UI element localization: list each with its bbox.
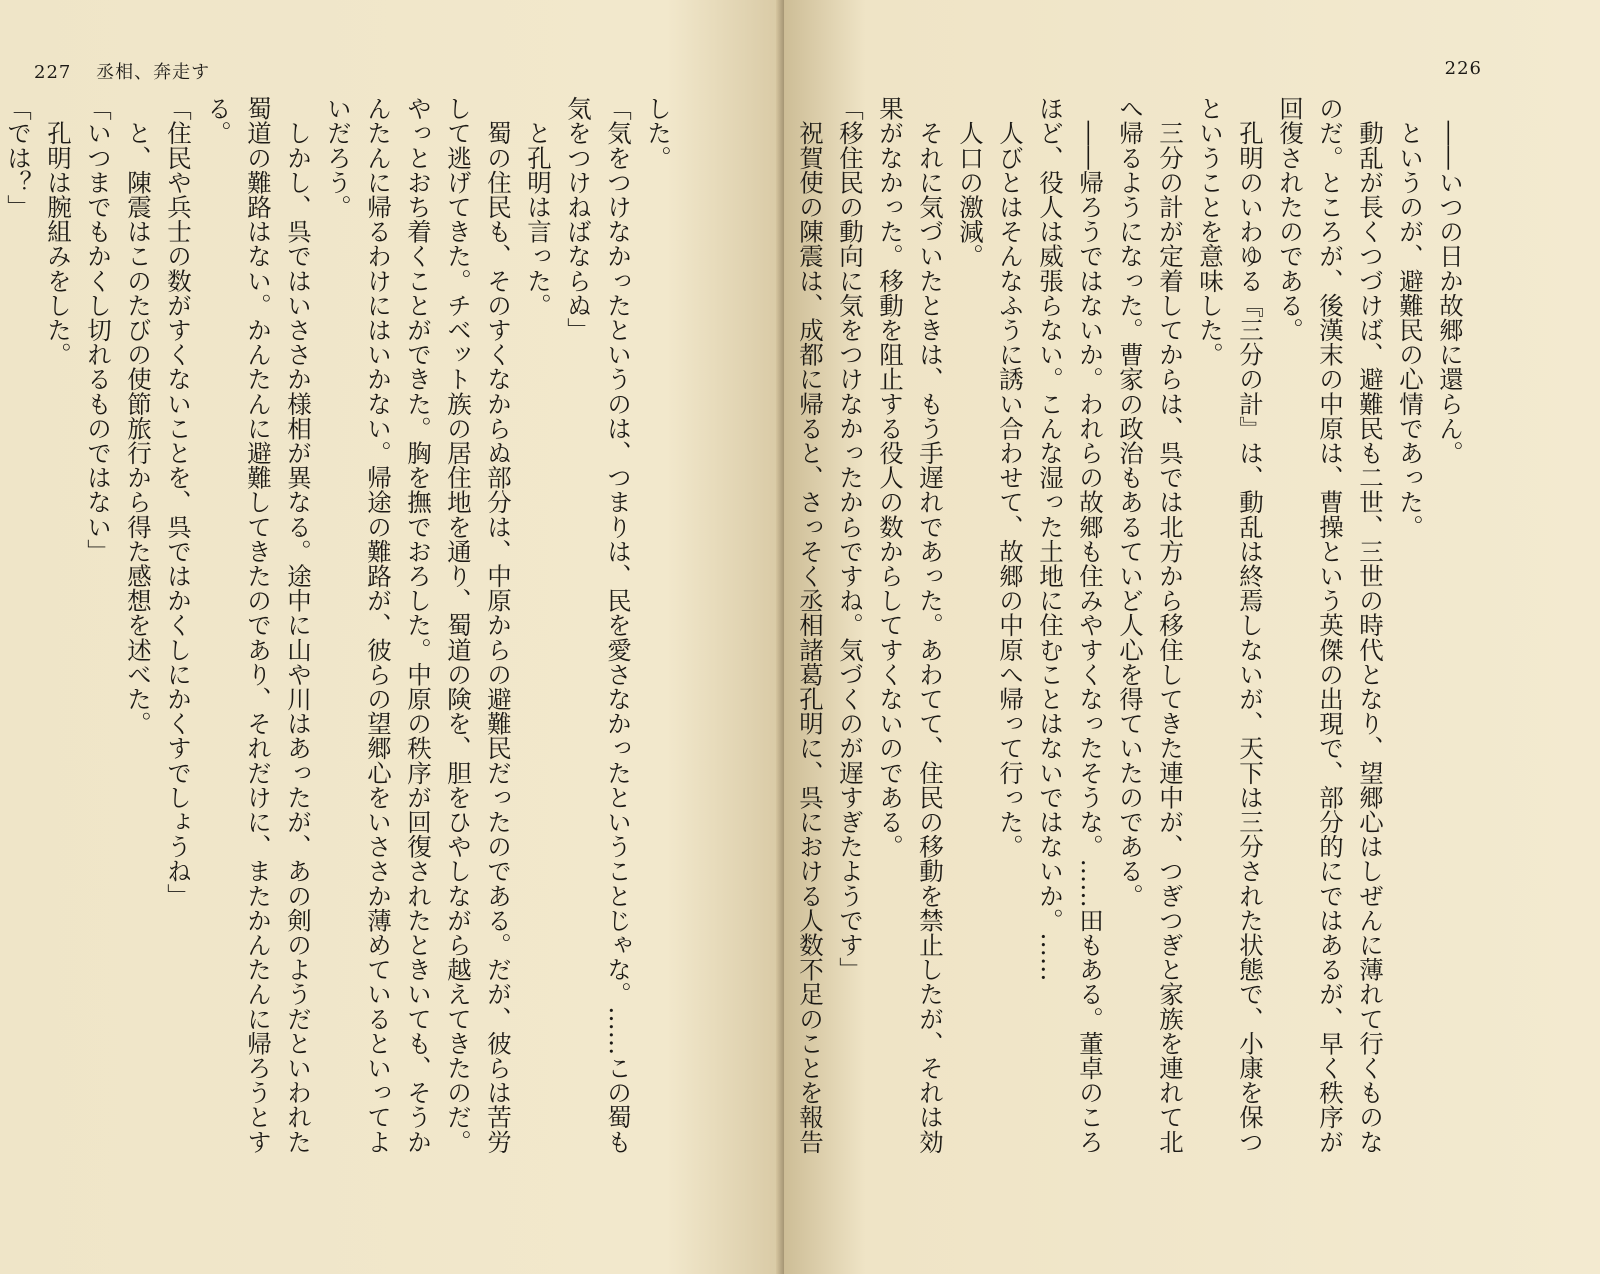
text-line: のだ。ところが、後漢末の中原は、曹操という英傑の出現で、部分的にではあるが、早く秩序が <box>1316 96 1345 1154</box>
right-page-body <box>790 96 1470 1216</box>
text-line: 三分の計が定着してからは、呉では北方から移住してきた連中が、つぎつぎと家族を連れて北 <box>1156 96 1185 1154</box>
text-line: した。 <box>644 96 673 170</box>
text-line: 「住民や兵士の数がすくないことを、呉ではかくしにかくすでしょうね」 <box>164 96 193 908</box>
text-line: る。 <box>204 96 233 146</box>
text-line: 気をつけねばならぬ」 <box>564 96 593 342</box>
text-line: 人びとはそんなふうに誘い合わせて、故郷の中原へ帰って行った。 <box>996 96 1025 859</box>
text-line: 「では？」 <box>4 96 33 219</box>
text-line: ほど、役人は威張らない。こんな湿った土地に住むことはないではないか。…… <box>1036 96 1065 982</box>
text-line: 祝賀使の陳震は、成都に帰ると、さっそく丞相諸葛孔明に、呉における人数不足のことを報告 <box>796 96 825 1154</box>
right-page-number: 226 <box>1444 58 1482 79</box>
text-line: 蜀道の難路はない。かんたんに避難してきたのであり、それだけに、またかんたんに帰ろうとす <box>244 96 273 1154</box>
text-line: と、陳震はこのたびの使節旅行から得た感想を述べた。 <box>124 96 153 736</box>
text-line: 「いつまでもかくし切れるものではない」 <box>84 96 113 564</box>
text-line: へ帰るようになった。曹家の政治もあるていど人心を得ていたのである。 <box>1116 96 1145 908</box>
text-line: 人口の激減。 <box>956 96 985 269</box>
text-line: 孔明は腕組みをした。 <box>44 96 73 367</box>
text-line: 果がなかった。移動を阻止する役人の数からしてすくないのである。 <box>876 96 905 859</box>
text-line: 蜀の住民も、そのすくなからぬ部分は、中原からの避難民だったのである。だが、彼らは苦労 <box>484 96 513 1154</box>
text-line: ――いつの日か故郷に還らん。 <box>1436 96 1465 465</box>
text-line: いだろう。 <box>324 96 353 219</box>
right-page <box>784 0 1600 1274</box>
text-line: しかし、呉ではいささか様相が異なる。途中に山や川はあったが、あの剣のようだといわれた <box>284 96 313 1154</box>
text-line: 「気をつけなかったというのは、つまりは、民を愛さなかったということじゃな。……この蜀も <box>604 96 633 1154</box>
text-line: ということを意味した。 <box>1196 96 1225 367</box>
text-line: それに気づいたときは、もう手遅れであった。あわてて、住民の移動を禁止したが、それは効 <box>916 96 945 1154</box>
running-title: 丞相、奔走す <box>96 62 211 83</box>
right-header <box>1445 58 1482 79</box>
text-line: ――帰ろうではないか。われらの故郷も住みやすくなったそうな。……田もある。董卓のころ <box>1076 96 1105 1154</box>
text-line: と孔明は言った。 <box>524 96 553 318</box>
text-line: 「移住民の動向に気をつけなかったからですね。気づくのが遅すぎたようです」 <box>836 96 865 982</box>
left-page-body <box>0 96 678 1216</box>
text-line: んたんに帰るわけにはいかない。帰途の難路が、彼らの望郷心をいささか薄めているといってよ <box>364 96 393 1154</box>
text-line: して逃げてきた。チベット族の居住地を通り、蜀道の険を、胆をひやしながら越えてきたのだ。 <box>444 96 473 1154</box>
text-line: 動乱が長くつづけば、避難民も二世、三世の時代となり、望郷心はしぜんに薄れて行くものな <box>1356 96 1385 1154</box>
text-line: というのが、避難民の心情であった。 <box>1396 96 1425 539</box>
text-line: 回復されたのである。 <box>1276 96 1305 342</box>
text-line: やっとおち着くことができた。胸を撫でおろした。中原の秩序が回復されたときいても、そうか <box>404 96 433 1154</box>
left-header <box>34 58 210 84</box>
left-page <box>0 0 784 1274</box>
left-page-number: 227 <box>34 62 72 83</box>
text-line: 孔明のいわゆる『三分の計』は、動乱は終焉しないが、天下は三分された状態で、小康を保つ <box>1236 96 1265 1154</box>
